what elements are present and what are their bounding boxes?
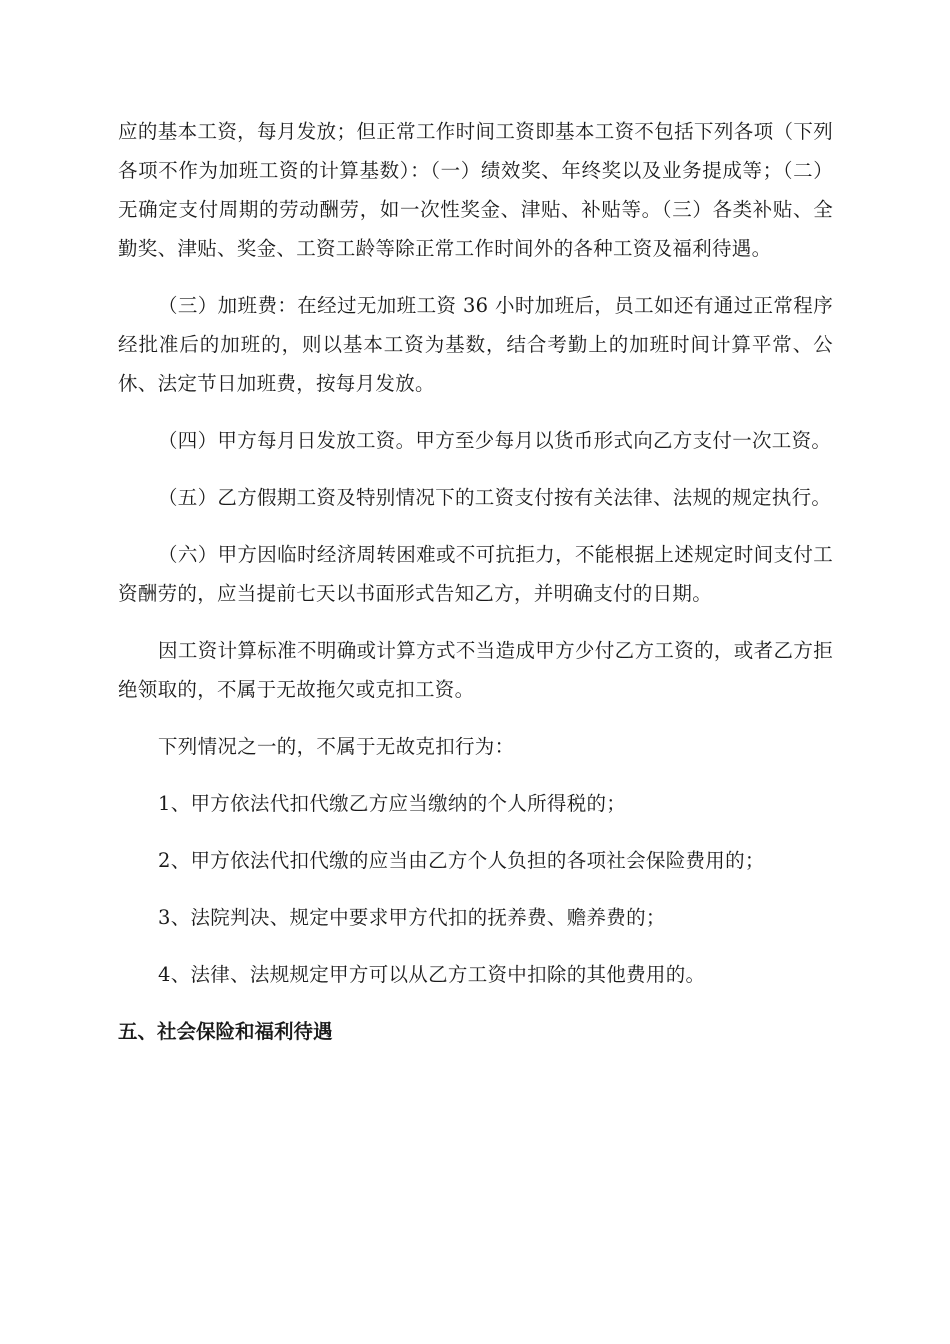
paragraph-delayed-payment: （六）甲方因临时经济周转困难或不可抗拒力，不能根据上述规定时间支付工资酬劳的，应当提前七天以书面形式告知乙方，并明确支付的日期。: [118, 543, 833, 605]
paragraph-wage-continuation: 应的基本工资，每月发放；但正常工作时间工资即基本工资不包括下列各项（下列各项不作为加班工资的计算基数）：（一）绩效奖、年终奖以及业务提成等；（二）无确定支付周期的劳动酬劳，如一次性奖金、津贴、补贴等。（三）各类补贴、全勤奖、津贴、奖金、工资工龄等除正常工作时间外的各种工资及福利待遇。: [118, 120, 833, 260]
paragraph-overtime-pay: （三）加班费：在经过无加班工资 36 小时加班后，员工如还有通过正常程序经批准后的加班的，则以基本工资为基数，结合考勤上的加班时间计算平常、公休、法定节日加班费，按每月发放。: [118, 294, 833, 395]
paragraph-holiday-pay: （五）乙方假期工资及特别情况下的工资支付按有关法律、法规的规定执行。: [158, 486, 832, 509]
list-item-other-deductions: 4、法律、法规规定甲方可以从乙方工资中扣除的其他费用的。: [158, 963, 706, 986]
list-item-tax-withholding: 1、甲方依法代扣代缴乙方应当缴纳的个人所得税的；: [158, 792, 627, 815]
document-body: [118, 112, 833, 1051]
list-item-social-insurance: 2、甲方依法代扣代缴的应当由乙方个人负担的各项社会保险费用的；: [158, 849, 765, 872]
paragraph-pay-date: （四）甲方每月日发放工资。甲方至少每月以货币形式向乙方支付一次工资。: [158, 429, 832, 452]
paragraph-deduction-intro: 下列情况之一的，不属于无故克扣行为：: [158, 735, 515, 758]
list-item-court-order: 3、法院判决、规定中要求甲方代扣的抚养费、赡养费的；: [158, 906, 666, 929]
section-heading: 五、社会保险和福利待遇: [118, 1020, 333, 1043]
paragraph-underpayment: 因工资计算标准不明确或计算方式不当造成甲方少付乙方工资的，或者乙方拒绝领取的，不属于无故拖欠或克扣工资。: [118, 639, 833, 701]
